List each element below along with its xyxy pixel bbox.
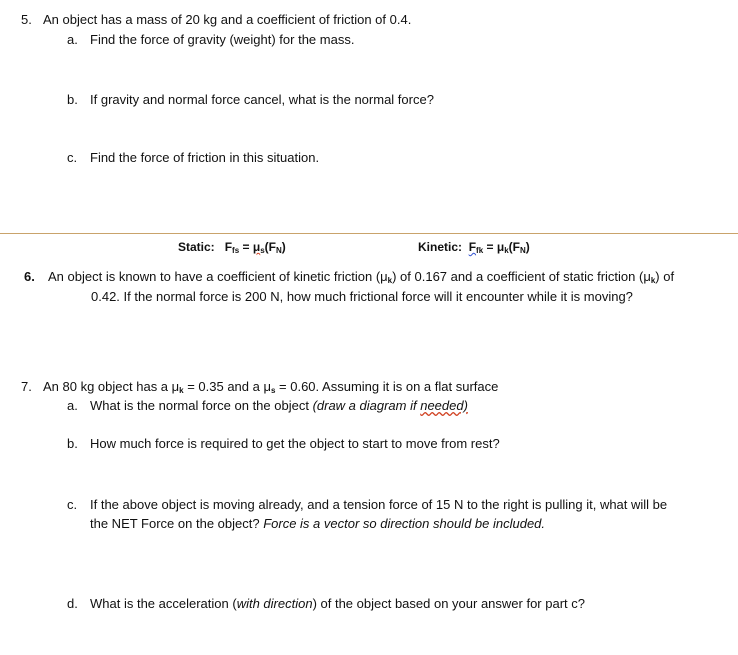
part-text: What is the acceleration (with direction) of the object based on your answer for part c?: [90, 596, 585, 611]
question-7c-line2: the NET Force on the object? Force is a vector so direction should be included.: [90, 516, 546, 531]
static-lhs: Ffs: [224, 240, 240, 255]
kinetic-mu: μk: [496, 240, 509, 255]
question-6-number: 6.: [24, 269, 35, 284]
part-letter: b.: [67, 436, 78, 451]
part-letter: a.: [67, 32, 78, 47]
kinetic-label: Kinetic:: [418, 240, 463, 254]
static-mu: μs: [252, 240, 265, 255]
question-number: 5.: [21, 12, 32, 27]
question-6-line1: An object is known to have a coefficient of kinetic friction (μk) of 0.167 and a coefficient of static friction (μk) of: [48, 269, 675, 285]
section-divider: [0, 233, 738, 234]
part-text: What is the normal force on the object (draw a diagram if needed): [90, 398, 468, 413]
part-text: How much force is required to get the object to start to move from rest?: [90, 436, 500, 451]
part-letter: c.: [67, 150, 78, 165]
kinetic-friction-formula: Kinetic: Ffk = μk(FN): [418, 240, 530, 255]
part-text: If gravity and normal force cancel, what is the normal force?: [90, 92, 434, 107]
part-letter: b.: [67, 92, 78, 107]
question-7-text: An 80 kg object has a μk = 0.35 and a μs = 0.60. Assuming it is on a flat surface: [43, 379, 499, 395]
question-text: An object has a mass of 20 kg and a coefficient of friction of 0.4.: [43, 12, 412, 27]
part-text: Find the force of gravity (weight) for the mass.: [90, 32, 355, 47]
question-6-line2: 0.42. If the normal force is 200 N, how much frictional force will it encounter while it is moving?: [91, 289, 633, 304]
static-label: Static:: [178, 240, 215, 254]
part-letter: c.: [67, 497, 78, 512]
question-7-number: 7.: [21, 379, 32, 394]
part-letter: d.: [67, 596, 78, 611]
part-text-line1: If the above object is moving already, and a tension force of 15 N to the right is pulling it, what will be: [90, 497, 668, 512]
part-letter: a.: [67, 398, 78, 413]
part-text: Find the force of friction in this situation.: [90, 150, 320, 165]
kinetic-lhs: Ffk: [468, 240, 484, 255]
static-friction-formula: Static: Ffs = μs(FN): [178, 240, 286, 255]
